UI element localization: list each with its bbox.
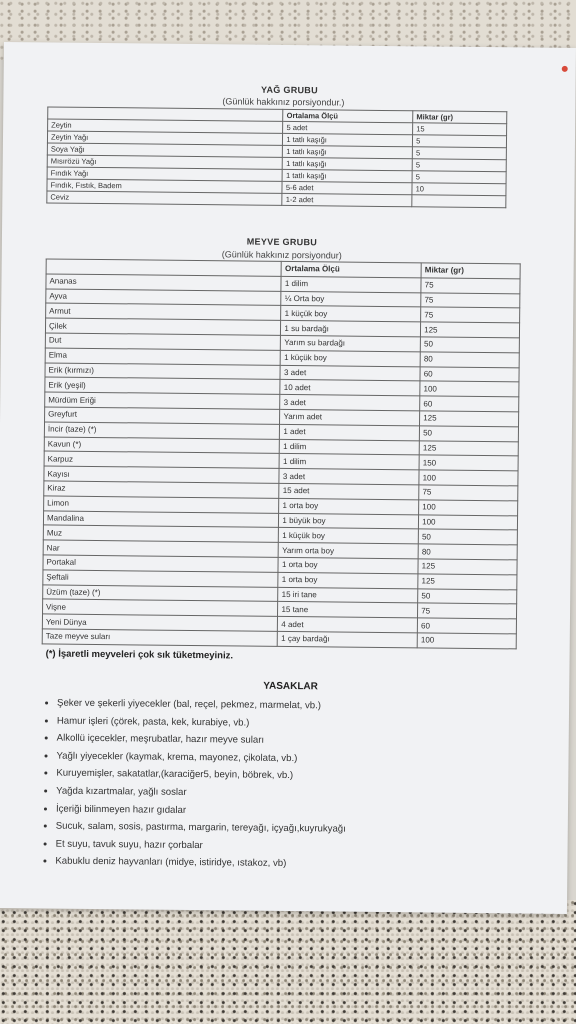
amount-cell: 75 [421,307,520,323]
measure-cell: 1 dilim [281,276,421,292]
amount-cell: 50 [420,337,519,353]
measure-cell: 1 çay bardağı [278,631,418,647]
yag-grubu-subtitle: (Günlük hakkınız porsiyondur.) [222,96,345,108]
measure-cell: 1 tatlı kaşığı [283,133,413,146]
food-name-cell: Elma [45,348,281,365]
food-name-cell: Kavun (*) [44,437,280,454]
measure-cell: 5 adet [283,121,413,134]
column-header: Ortalama Ölçü [283,109,413,122]
food-name-cell: Fındık Yağı [47,167,283,181]
measure-cell: ¼ Orta boy [281,291,421,307]
amount-cell: 75 [421,278,520,294]
food-name-cell: Dut [45,333,281,350]
measure-cell: 1 adet [280,424,420,440]
measure-cell: 3 adet [279,469,419,485]
list-item: • Şeker ve şekerli yiyecekler (bal, reçel, pekmez, marmelat, vb.) [57,695,347,716]
amount-cell: 10 [412,183,506,196]
amount-cell: 60 [420,366,519,382]
column-header: Ortalama Ölçü [281,261,421,277]
food-name-cell: Taze meyve suları [42,629,278,646]
amount-cell: 5 [412,171,506,184]
amount-cell: 75 [418,603,517,619]
yasaklar-list [39,694,347,873]
meyve-grubu-table [42,258,521,649]
amount-cell: 125 [418,559,517,575]
measure-cell: Yarım su bardağı [281,335,421,351]
amount-cell: 60 [418,618,517,634]
measure-cell: Yarım orta boy [279,543,419,559]
measure-cell: 3 adet [280,395,420,411]
amount-cell [412,195,506,208]
meyve-grubu-title: MEYVE GRUBU [246,236,318,248]
amount-cell: 100 [419,500,518,516]
measure-cell: 1 orta boy [278,572,418,588]
amount-cell: 75 [419,485,518,501]
food-name-cell: Mürdüm Eriği [45,392,281,409]
food-name-cell: Erik (yeşil) [45,377,281,394]
list-item: • Sucuk, salam, sosis, pastırma, margarin, tereyağı, içyağı,kuyrukyağı [56,818,346,839]
measure-cell: 1 küçük boy [281,306,421,322]
column-header: Miktar (gr) [421,263,520,279]
list-item: • Yağlı yiyecekler (kaymak, krema, mayonez, çikolata, vb.) [56,747,346,768]
measure-cell: Yarım adet [280,409,420,425]
measure-cell: 15 iri tane [278,587,418,603]
food-name-cell: Fındık, Fıstık, Badem [47,179,283,193]
food-name-cell: Ceviz [47,191,283,205]
amount-cell: 5 [412,159,506,172]
food-name-cell: Nar [43,540,279,557]
meyve-grubu-subtitle: (Günlük hakkınız porsiyondur) [221,249,342,261]
measure-cell: 1 küçük boy [279,528,419,544]
food-name-cell: Vişne [43,599,279,616]
measure-cell: 1 tatlı kaşığı [282,169,412,182]
amount-cell: 100 [419,514,518,530]
pin-icon [562,66,568,72]
list-item: • Yağda kızartmalar, yağlı soslar [56,783,346,804]
amount-cell: 80 [420,352,519,368]
list-item: • Alkollü içecekler, meşrubatlar, hazır meyve suları [57,730,347,751]
amount-cell: 100 [419,470,518,486]
measure-cell: 5-6 adet [282,181,412,194]
list-item: • Hamur işleri (çörek, pasta, kek, kurabiye, vb.) [57,712,347,733]
yag-grubu-table [46,106,507,208]
food-name-cell: Soya Yağı [47,143,283,157]
food-name-cell: Erik (kırmızı) [45,363,281,380]
food-name-cell: Mısırözü Yağı [47,155,283,169]
measure-cell: 1 tatlı kaşığı [283,157,413,170]
countertop-bottom [0,900,576,1024]
document-page [0,42,576,914]
amount-cell: 125 [420,411,519,427]
amount-cell: 60 [420,396,519,412]
food-name-cell: Üzüm (taze) (*) [43,584,279,601]
measure-cell: 1-2 adet [282,193,412,206]
amount-cell: 100 [420,381,519,397]
amount-cell: 125 [419,440,518,456]
food-name-cell: Kiraz [44,481,280,498]
food-name-cell: Zeytin [48,119,284,133]
food-name-cell: Yeni Dünya [42,614,278,631]
food-name-cell: Zeytin Yağı [47,131,283,145]
yag-grubu-title: YAĞ GRUBU [261,84,319,96]
list-item: • Kuruyemişler, sakatatlar,(karaciğer5, beyin, böbrek, vb.) [56,765,346,786]
amount-cell: 80 [418,544,517,560]
food-name-cell: Ayva [46,289,282,306]
measure-cell: 10 adet [280,380,420,396]
measure-cell: 1 orta boy [279,498,419,514]
food-name-cell: Muz [43,525,279,542]
food-name-cell: Portakal [43,555,279,572]
measure-cell: 1 su bardağı [281,321,421,337]
food-name-cell: Şeftali [43,570,279,587]
amount-cell: 125 [421,322,520,338]
food-name-cell: Greyfurt [45,407,281,424]
measure-cell: 4 adet [278,617,418,633]
amount-cell: 100 [417,633,516,649]
list-item: • Et suyu, tavuk suyu, hazır çorbalar [56,835,346,856]
list-item: • İçeriği bilinmeyen hazır gıdalar [56,800,346,821]
amount-cell: 50 [420,426,519,442]
food-name-cell: Çilek [45,318,281,335]
amount-cell: 5 [413,135,507,148]
food-name-cell: Karpuz [44,451,280,468]
food-name-cell: Ananas [46,274,282,291]
food-name-cell: Mandalina [43,510,279,527]
measure-cell: 1 küçük boy [281,350,421,366]
yasaklar-title: YASAKLAR [263,680,318,693]
measure-cell: 1 dilim [280,439,420,455]
measure-cell: 15 adet [279,483,419,499]
amount-cell: 75 [421,292,520,308]
amount-cell: 15 [413,123,507,136]
column-header: Miktar (gr) [413,111,507,124]
footnote: (*) İşaretli meyveleri çok sık tüketmeyiniz. [45,648,234,662]
amount-cell: 50 [418,588,517,604]
measure-cell: 1 büyük boy [279,513,419,529]
measure-cell: 1 dilim [279,454,419,470]
food-name-cell: Limon [44,496,280,513]
food-name-cell: Kayısı [44,466,280,483]
amount-cell: 50 [418,529,517,545]
amount-cell: 5 [412,147,506,160]
list-item: • Kabuklu deniz hayvanları (midye, istiridye, ıstakoz, vb) [55,853,345,874]
measure-cell: 1 tatlı kaşığı [283,145,413,158]
measure-cell: 15 tane [278,602,418,618]
measure-cell: 1 orta boy [278,557,418,573]
food-name-cell: Armut [46,303,282,320]
amount-cell: 150 [419,455,518,471]
amount-cell: 125 [418,574,517,590]
food-name-cell: İncir (taze) (*) [44,422,280,439]
measure-cell: 3 adet [280,365,420,381]
